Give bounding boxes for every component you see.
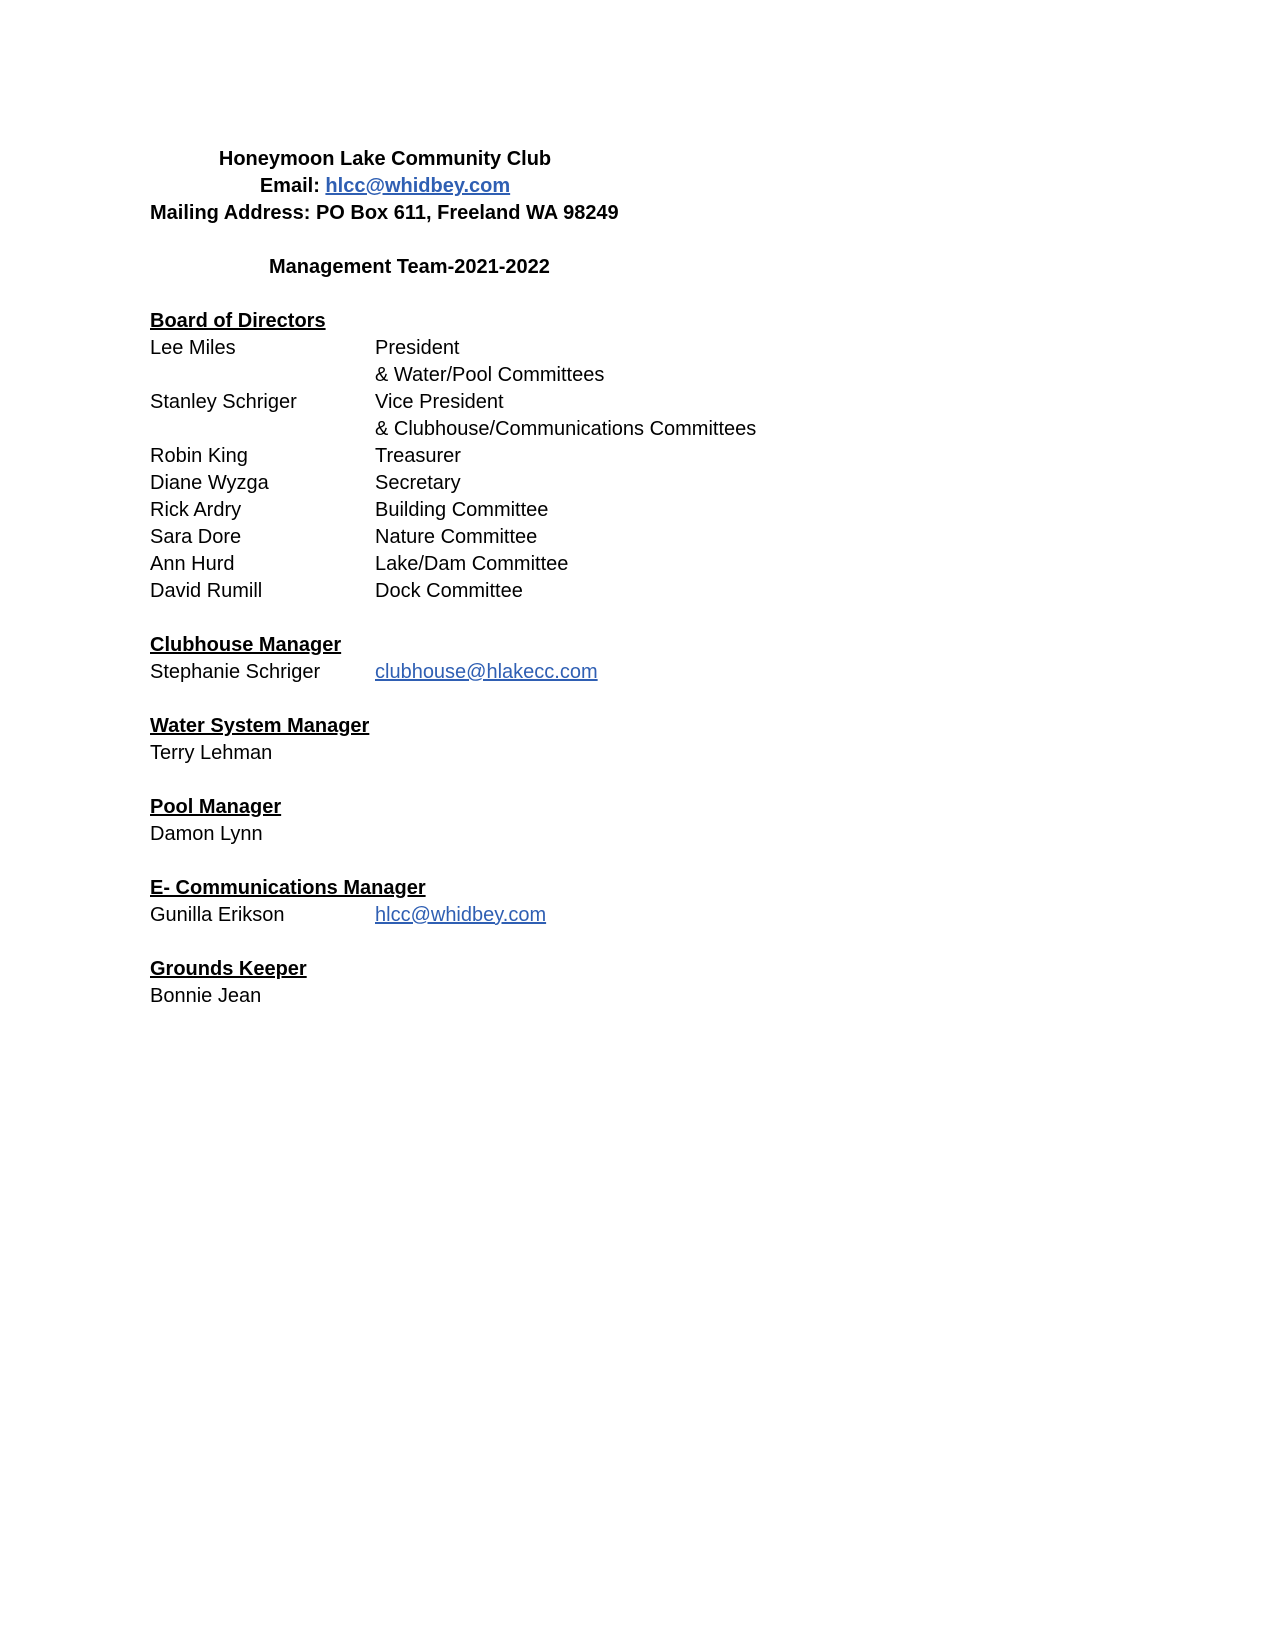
pool-heading: Pool Manager [150,796,282,818]
board-row-continued [150,362,1150,389]
board-member-role: Nature Committee [375,526,538,548]
spacer [150,281,1150,308]
board-member-role-extra: & Clubhouse/Communications Committees [375,418,757,440]
board-member-role: President [375,337,460,359]
board-row [150,497,1150,524]
board-row [150,524,1150,551]
spacer [150,605,1150,632]
clubhouse-heading: Clubhouse Manager [150,634,342,656]
empty-cell [150,362,375,389]
header-email-link[interactable]: hlcc@whidbey.com [325,175,511,197]
board-member-name: Lee Miles [150,337,236,359]
spacer [150,227,1150,254]
clubhouse-manager-name: Stephanie Schriger [150,661,321,683]
pool-manager-name: Damon Lynn [150,823,263,845]
board-member-name: Stanley Schriger [150,391,297,413]
water-manager-name: Terry Lehman [150,742,273,764]
email-line [150,173,620,200]
grounds-heading: Grounds Keeper [150,958,307,980]
grounds-keeper-name: Bonnie Jean [150,985,262,1007]
water-heading: Water System Manager [150,715,370,737]
board-member-role: Vice President [375,391,504,413]
board-heading: Board of Directors [150,310,326,332]
clubhouse-email-link[interactable]: clubhouse@hlakecc.com [375,661,598,683]
board-row-continued [150,416,1150,443]
board-row [150,578,1150,605]
board-member-role: Building Committee [375,499,549,521]
board-row [150,389,1150,416]
spacer [150,929,1150,956]
ecomm-row [150,902,1150,929]
board-member-role: Dock Committee [375,580,523,602]
board-member-name: Sara Dore [150,526,242,548]
board-row [150,551,1150,578]
clubhouse-row [150,659,1150,686]
email-label: Email: [259,175,326,197]
board-member-role: Lake/Dam Committee [375,553,569,575]
mailing-address: Mailing Address: PO Box 611, Freeland WA 98249 [150,202,619,224]
page-title: Management Team-2021-2022 [269,256,550,278]
spacer [150,767,1150,794]
ecomm-manager-name: Gunilla Erikson [150,904,285,926]
board-member-role: Treasurer [375,445,461,467]
board-member-name: Diane Wyzga [150,472,269,494]
board-row [150,335,1150,362]
board-member-name: Rick Ardry [150,499,242,521]
ecomm-heading: E- Communications Manager [150,877,426,899]
board-member-role: Secretary [375,472,461,494]
document-page [150,146,1150,1010]
empty-cell [150,416,375,443]
spacer [150,686,1150,713]
board-member-role-extra: & Water/Pool Committees [375,364,605,386]
ecomm-email-link[interactable]: hlcc@whidbey.com [375,904,547,926]
board-member-name: Ann Hurd [150,553,235,575]
org-name: Honeymoon Lake Community Club [218,148,552,170]
board-member-name: David Rumill [150,580,263,602]
board-member-name: Robin King [150,445,248,467]
board-row [150,470,1150,497]
board-row [150,443,1150,470]
spacer [150,848,1150,875]
